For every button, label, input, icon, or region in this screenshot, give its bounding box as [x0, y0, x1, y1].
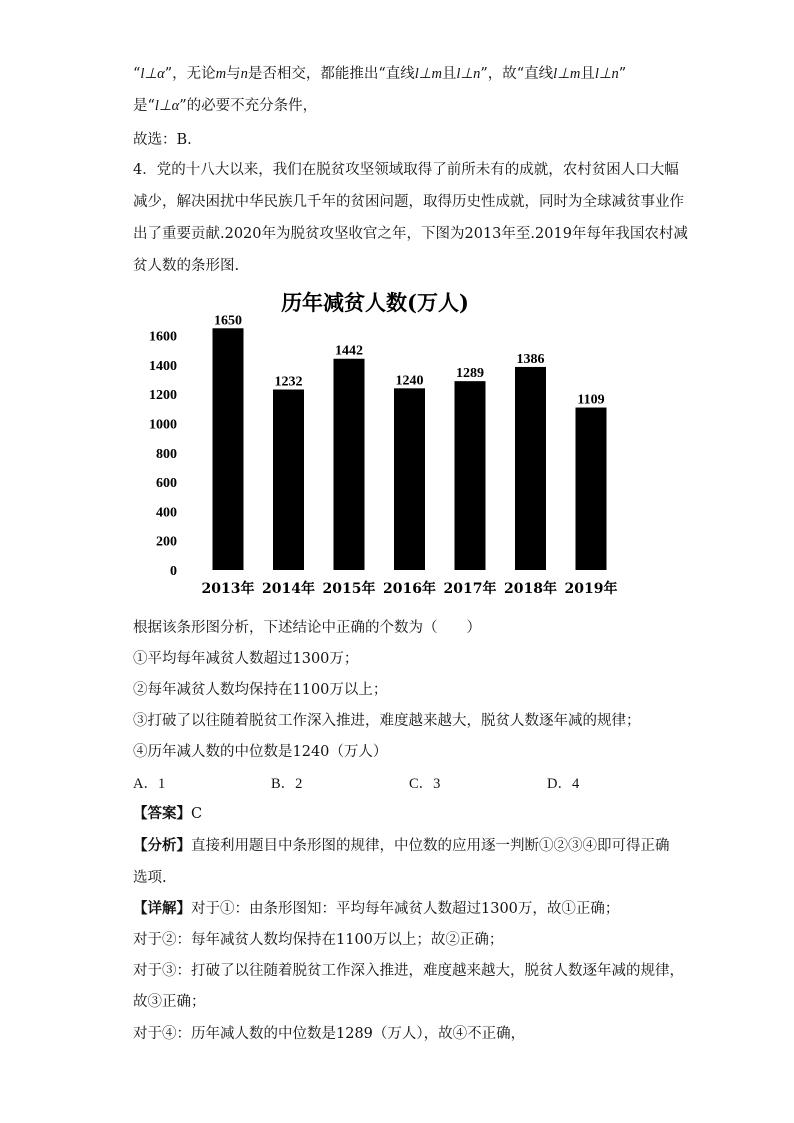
- question-line-1: 4．党的十八大以来，我们在脱贫攻坚领域取得了前所未有的成就，农村贫困人口大幅: [133, 162, 679, 178]
- bar-value-label: 1240: [395, 373, 424, 389]
- detail-bracket: 【详解】: [133, 900, 191, 917]
- y-tick-label: 0: [170, 564, 177, 579]
- prev-line-1: [133, 64, 626, 84]
- bar-value-label: 1109: [577, 392, 605, 408]
- x-tick-label: 2016年: [383, 581, 436, 597]
- bar: [213, 328, 244, 570]
- analysis-text: 直接利用题目中条形图的规律，中位数的应用逐一判断①②③④即可得正确: [191, 838, 670, 854]
- text: ”，故“直线: [480, 66, 554, 82]
- answer-text: C: [191, 806, 203, 822]
- statement-1: ①平均每年减贫人数超过1300万；: [133, 651, 359, 667]
- option-d: D．4: [547, 776, 580, 792]
- text: 是“: [133, 98, 155, 114]
- x-tick-label: 2015年: [322, 581, 376, 597]
- y-axis: [149, 330, 177, 579]
- text: 是否相交，都能推出“直线: [247, 66, 415, 82]
- bar-value-label: 1650: [214, 313, 242, 329]
- text: 且: [441, 66, 457, 82]
- chart-title: 历年减贫人数(万人): [281, 290, 469, 315]
- text: “: [133, 66, 141, 82]
- text: 且: [580, 66, 595, 82]
- prev-line-2: [133, 96, 317, 116]
- detail-line-4: 故③正确；: [133, 994, 206, 1010]
- bar: [334, 359, 365, 570]
- statement-4: ④历年减人数的中位数是1240（万人）: [133, 744, 388, 760]
- option-c: C．3: [409, 776, 441, 792]
- y-tick-label: 1200: [149, 388, 177, 404]
- analysis-line-1: [133, 836, 670, 856]
- y-tick-label: 400: [156, 505, 177, 521]
- bar-value-label: 1442: [335, 343, 363, 359]
- detail-text: 对于①：由条形图知：平均每年减贫人数超过1300万，故①正确；: [191, 901, 620, 917]
- detail-line-1: [133, 899, 619, 919]
- answer-line: [133, 804, 202, 824]
- question-line-2: 减少，解决困扰中华民族几千年的贫困问题，取得历史性成就，同时为全球减贫事业作: [133, 194, 684, 210]
- x-tick-label: 2014年: [262, 581, 315, 597]
- poverty-reduction-bar-chart: [133, 284, 633, 606]
- x-tick-label: 2019年: [564, 581, 618, 597]
- y-tick-label: 200: [156, 534, 177, 550]
- bar: [273, 390, 304, 570]
- bar: [394, 388, 425, 570]
- answer-bracket: 【答案】: [133, 805, 191, 822]
- y-tick-label: 800: [156, 446, 177, 462]
- bar: [576, 408, 607, 570]
- math-expr: l⊥n: [456, 66, 481, 82]
- bar-value-label: 1232: [274, 374, 303, 390]
- y-tick-label: 1400: [149, 358, 177, 374]
- text: 与: [226, 66, 241, 82]
- text: ”: [618, 66, 627, 82]
- bar: [515, 367, 546, 570]
- prev-choice: 故选：B.: [133, 132, 192, 148]
- y-tick-label: 600: [156, 476, 177, 492]
- math-expr: l⊥n: [594, 66, 619, 82]
- y-tick-label: 1000: [149, 417, 177, 433]
- math-var: n: [240, 66, 248, 82]
- x-tick-label: 2013年: [201, 581, 255, 597]
- statement-3: ③打破了以往随着脱贫工作深入推进，难度越来越大，脱贫人数逐年减的规律；: [133, 713, 641, 729]
- math-expr: l⊥m: [553, 66, 581, 82]
- question-line-4: 贫人数的条形图.: [133, 258, 240, 274]
- bar-value-label: 1289: [456, 366, 484, 382]
- text: ”，无论: [164, 66, 216, 82]
- math-expr: l⊥m: [414, 66, 442, 82]
- detail-line-3: 对于③：打破了以往随着脱贫工作深入推进，难度越来越大，脱贫人数逐年减的规律，: [133, 963, 684, 979]
- x-tick-label: 2017年: [443, 581, 497, 597]
- bar-value-label: 1386: [516, 351, 545, 367]
- math-expr: l⊥α: [140, 66, 165, 82]
- math-var: m: [215, 66, 227, 82]
- question-ask: 根据该条形图分析，下述结论中正确的个数为（ ）: [133, 620, 481, 636]
- analysis-bracket: 【分析】: [133, 837, 191, 854]
- x-axis: [202, 580, 618, 597]
- text: ”的必要不充分条件，: [179, 98, 318, 114]
- option-b: B．2: [271, 776, 303, 792]
- detail-line-2: 对于②：每年减贫人数均保持在1100万以上；故②正确；: [133, 932, 504, 948]
- question-line-3: 出了重要贡献.2020年为脱贫攻坚收官之年，下图为2013年至.2019年每年我国农村减: [133, 226, 688, 242]
- x-tick-label: 2018年: [504, 581, 557, 597]
- detail-line-5: 对于④：历年减人数的中位数是1289（万人），故④不正确，: [133, 1026, 526, 1042]
- bar: [455, 381, 486, 570]
- analysis-line-2: 选项.: [133, 870, 167, 886]
- y-tick-label: 1600: [149, 329, 177, 345]
- bars: [213, 313, 607, 570]
- math-expr: l⊥α: [154, 98, 180, 114]
- statement-2: ②每年减贫人数均保持在1100万以上；: [133, 682, 388, 698]
- option-a: A．1: [133, 776, 166, 792]
